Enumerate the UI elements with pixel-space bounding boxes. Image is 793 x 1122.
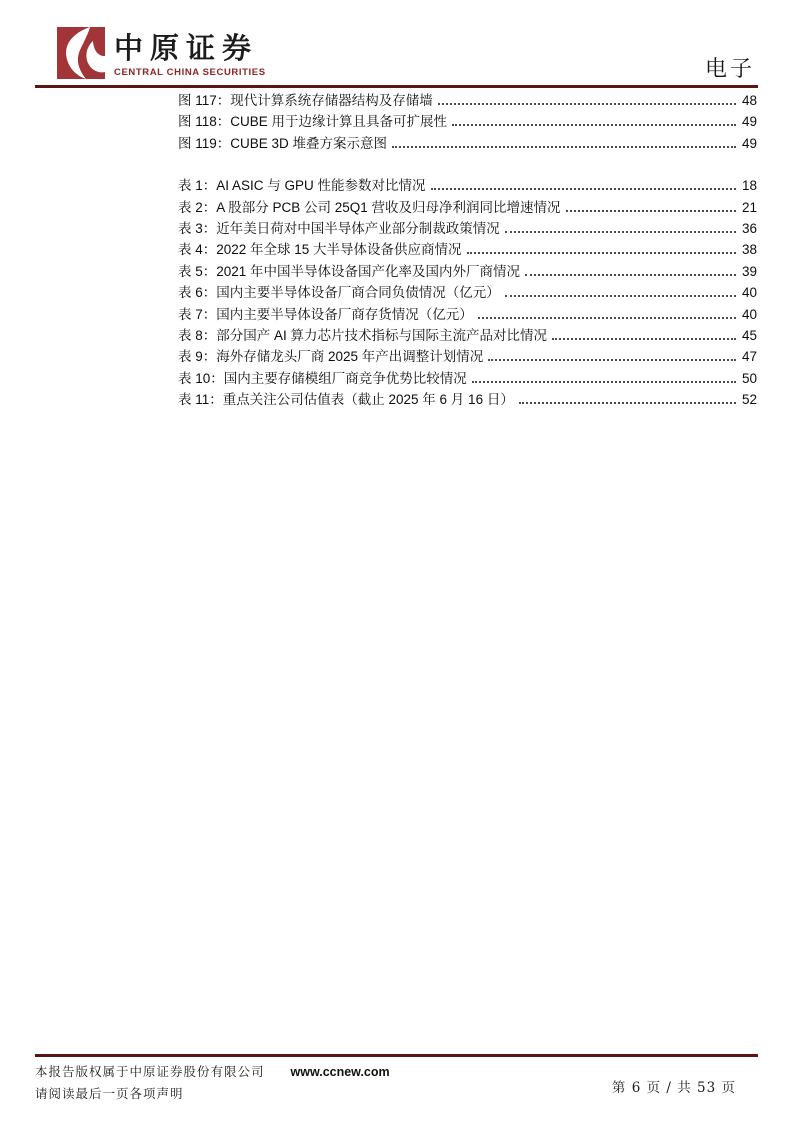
toc-entry-page: 47	[741, 349, 757, 365]
toc-entry-title: 表 11：重点关注公司估值表（截止 2025 年 6 月 16 日）	[178, 392, 514, 408]
toc-entry-title: 图 119：CUBE 3D 堆叠方案示意图	[178, 135, 388, 151]
toc-entry-tab-1[interactable]	[178, 175, 757, 196]
toc-entry-fig-118[interactable]	[178, 111, 757, 132]
report-section-label: 电子	[704, 57, 755, 82]
toc-entry-tab-6[interactable]	[178, 282, 757, 303]
toc-entry-page: 36	[741, 220, 757, 236]
page-indicator: 第 6 页 / 共 53 页	[611, 1080, 736, 1096]
toc-entry-page: 49	[741, 114, 757, 130]
toc-entry-title: 表 7：国内主要半导体设备厂商存货情况（亿元）	[178, 306, 473, 322]
brand-name-en: CENTRAL CHINA SECURITIES	[114, 67, 266, 78]
toc-entry-title: 图 117：现代计算系统存储器结构及存储墙	[178, 93, 433, 108]
toc-leader-dots	[467, 252, 736, 254]
toc-entry-title: 表 4：2022 年全球 15 大半导体设备供应商情况	[178, 242, 462, 258]
toc-entry-page: 40	[741, 285, 757, 301]
footer-divider	[35, 1054, 758, 1057]
website-link[interactable]: www.ccnew.com	[290, 1065, 390, 1079]
toc-entry-title: 表 8：部分国产 AI 算力芯片技术指标与国际主流产品对比情况	[178, 327, 548, 343]
toc-entry-page: 18	[741, 178, 757, 194]
disclaimer-text: 请阅读最后一页各项声明	[35, 1086, 184, 1101]
toc-leader-dots	[488, 359, 736, 361]
toc-entry-fig-119[interactable]	[178, 133, 757, 154]
toc-leader-dots	[392, 146, 736, 148]
toc-entry-title: 图 118：CUBE 用于边缘计算且具备可扩展性	[178, 114, 448, 130]
brand-name-cn: 中原证券	[114, 31, 259, 65]
toc-leader-dots	[519, 402, 736, 404]
toc-entry-tab-10[interactable]	[178, 368, 757, 389]
toc-entry-tab-8[interactable]	[178, 325, 757, 346]
toc-entry-page: 48	[741, 93, 757, 108]
toc-entry-page: 45	[741, 327, 757, 343]
toc-entry-tab-4[interactable]	[178, 239, 757, 260]
toc-leader-dots	[566, 210, 736, 212]
toc-entry-fig-117[interactable]	[178, 90, 757, 111]
toc-leader-dots	[505, 231, 736, 233]
table-of-contents	[178, 90, 757, 410]
toc-entry-tab-3[interactable]	[178, 218, 757, 239]
toc-entry-tab-2[interactable]	[178, 197, 757, 218]
footer-copyright-line	[35, 1061, 390, 1083]
toc-leader-dots	[505, 295, 736, 297]
toc-entry-tab-11[interactable]	[178, 389, 757, 410]
toc-entry-page: 52	[741, 392, 757, 408]
toc-entry-tab-5[interactable]	[178, 261, 757, 282]
toc-entry-title: 表 2：A 股部分 PCB 公司 25Q1 营收及归母净利润同比增速情况	[178, 199, 561, 215]
toc-entry-title: 表 10：国内主要存储模组厂商竞争优势比较情况	[178, 370, 467, 386]
copyright-text: 本报告版权属于中原证券股份有限公司	[35, 1064, 265, 1079]
toc-entry-page: 38	[741, 242, 757, 258]
toc-leader-dots	[431, 188, 736, 190]
toc-entry-page: 39	[741, 263, 757, 279]
toc-leader-dots	[472, 381, 736, 383]
toc-entry-page: 21	[741, 199, 757, 215]
header-divider	[35, 85, 758, 88]
footer-left-block	[35, 1061, 390, 1104]
toc-entry-page: 49	[741, 135, 757, 151]
company-logo-icon	[57, 27, 105, 79]
toc-entry-page: 40	[741, 306, 757, 322]
toc-entry-title: 表 1：AI ASIC 与 GPU 性能参数对比情况	[178, 178, 426, 194]
toc-leader-dots	[525, 274, 736, 276]
toc-entry-title: 表 6：国内主要半导体设备厂商合同负债情况（亿元）	[178, 285, 500, 301]
brand-text	[114, 27, 266, 78]
toc-leader-dots	[478, 317, 736, 319]
toc-entry-page: 50	[741, 370, 757, 386]
toc-tables-group	[178, 175, 757, 410]
brand-block	[57, 27, 266, 79]
toc-leader-dots	[438, 103, 736, 105]
toc-entry-tab-7[interactable]	[178, 304, 757, 325]
toc-entry-title: 表 3：近年美日荷对中国半导体产业部分制裁政策情况	[178, 220, 500, 236]
toc-figures-group	[178, 90, 757, 154]
toc-entry-title: 表 5：2021 年中国半导体设备国产化率及国内外厂商情况	[178, 263, 521, 279]
toc-entry-title: 表 9：海外存储龙头厂商 2025 年产出调整计划情况	[178, 349, 484, 365]
toc-leader-dots	[452, 124, 736, 126]
toc-entry-tab-9[interactable]	[178, 346, 757, 367]
toc-leader-dots	[552, 338, 736, 340]
